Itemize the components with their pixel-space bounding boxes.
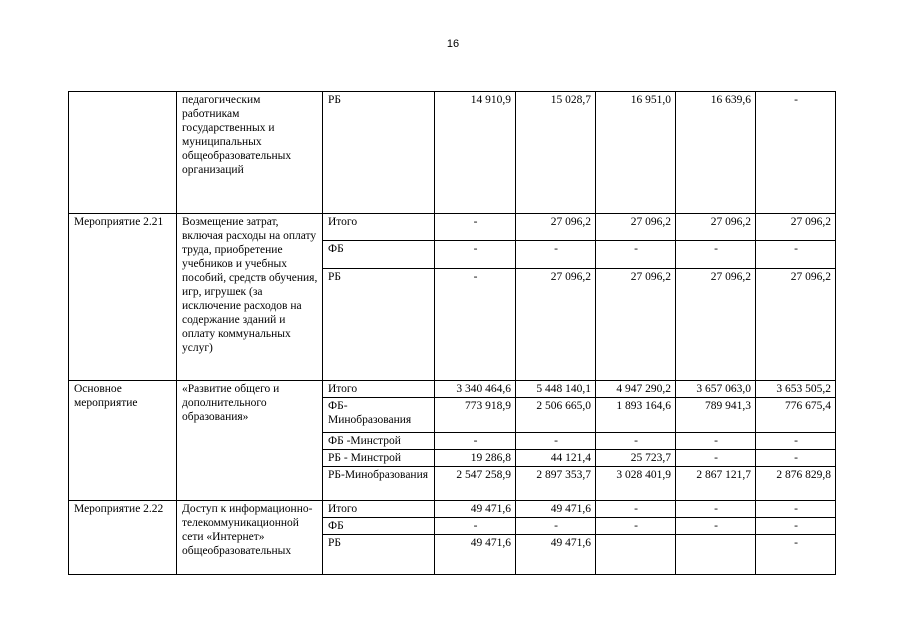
source-cell: РБ-Минобразования: [323, 467, 435, 501]
value-cell: 49 471,6: [516, 535, 596, 575]
value-cell: -: [676, 518, 756, 535]
value-cell: 2 547 258,9: [435, 467, 516, 501]
value-cell: 16 639,6: [676, 92, 756, 214]
value-cell: -: [596, 241, 676, 269]
value-cell: 4 947 290,2: [596, 381, 676, 398]
value-cell: 49 471,6: [435, 535, 516, 575]
value-cell: 3 657 063,0: [676, 381, 756, 398]
value-cell: 27 096,2: [676, 269, 756, 381]
source-cell: РБ: [323, 269, 435, 381]
value-cell: -: [596, 433, 676, 450]
table-row: [69, 381, 836, 398]
measure-cell: Мероприятие 2.22: [69, 501, 177, 575]
value-cell: [676, 535, 756, 575]
value-cell: 15 028,7: [516, 92, 596, 214]
source-cell: Итого: [323, 381, 435, 398]
value-cell: 27 096,2: [596, 269, 676, 381]
value-cell: 3 653 505,2: [756, 381, 836, 398]
table-row: [69, 501, 836, 518]
value-cell: -: [596, 501, 676, 518]
value-cell: 27 096,2: [596, 214, 676, 241]
value-cell: -: [676, 241, 756, 269]
description-cell: Возмещение затрат, включая расходы на оплату труда, приобретение учебников и учебных пособий, средств обучения, игр, игрушек (за исключение расходов на содержание зданий и оплату коммунальных услуг): [177, 214, 323, 381]
value-cell: -: [676, 501, 756, 518]
source-cell: РБ: [323, 92, 435, 214]
value-cell: 27 096,2: [756, 214, 836, 241]
value-cell: 49 471,6: [435, 501, 516, 518]
value-cell: 2 506 665,0: [516, 398, 596, 433]
measure-cell: Основное мероприятие: [69, 381, 177, 501]
source-cell: РБ: [323, 535, 435, 575]
value-cell: -: [756, 518, 836, 535]
source-cell: Итого: [323, 214, 435, 241]
value-cell: -: [756, 450, 836, 467]
value-cell: 49 471,6: [516, 501, 596, 518]
measure-cell: Мероприятие 2.21: [69, 214, 177, 381]
value-cell: -: [756, 501, 836, 518]
budget-table: [68, 91, 836, 575]
value-cell: -: [756, 535, 836, 575]
value-cell: -: [596, 518, 676, 535]
value-cell: -: [756, 433, 836, 450]
value-cell: -: [435, 214, 516, 241]
value-cell: -: [435, 269, 516, 381]
value-cell: 27 096,2: [676, 214, 756, 241]
value-cell: 19 286,8: [435, 450, 516, 467]
value-cell: 25 723,7: [596, 450, 676, 467]
value-cell: -: [435, 241, 516, 269]
value-cell: 44 121,4: [516, 450, 596, 467]
description-cell: Доступ к информационно-телекоммуникационной сети «Интернет» общеобразовательных: [177, 501, 323, 575]
value-cell: -: [516, 241, 596, 269]
value-cell: 789 941,3: [676, 398, 756, 433]
value-cell: -: [676, 450, 756, 467]
value-cell: 2 867 121,7: [676, 467, 756, 501]
value-cell: 27 096,2: [516, 269, 596, 381]
value-cell: 2 897 353,7: [516, 467, 596, 501]
description-cell: «Развитие общего и дополнительного образования»: [177, 381, 323, 501]
table-row: [69, 92, 836, 214]
value-cell: 16 951,0: [596, 92, 676, 214]
value-cell: 3 028 401,9: [596, 467, 676, 501]
value-cell: [596, 535, 676, 575]
source-cell: ФБ-Минобразования: [323, 398, 435, 433]
table-row: [69, 214, 836, 241]
measure-cell: [69, 92, 177, 214]
value-cell: -: [756, 92, 836, 214]
value-cell: -: [516, 433, 596, 450]
value-cell: -: [516, 518, 596, 535]
source-cell: Итого: [323, 501, 435, 518]
value-cell: 2 876 829,8: [756, 467, 836, 501]
value-cell: 5 448 140,1: [516, 381, 596, 398]
page-number: 16: [446, 38, 460, 50]
value-cell: -: [676, 433, 756, 450]
value-cell: -: [435, 518, 516, 535]
value-cell: 1 893 164,6: [596, 398, 676, 433]
value-cell: -: [756, 241, 836, 269]
source-cell: РБ - Минстрой: [323, 450, 435, 467]
value-cell: 27 096,2: [756, 269, 836, 381]
value-cell: 773 918,9: [435, 398, 516, 433]
description-cell: педагогическим работникам государственных и муниципальных общеобразовательных организаций: [177, 92, 323, 214]
source-cell: ФБ -Минстрой: [323, 433, 435, 450]
value-cell: 27 096,2: [516, 214, 596, 241]
value-cell: 3 340 464,6: [435, 381, 516, 398]
value-cell: 14 910,9: [435, 92, 516, 214]
value-cell: 776 675,4: [756, 398, 836, 433]
value-cell: -: [435, 433, 516, 450]
source-cell: ФБ: [323, 241, 435, 269]
source-cell: ФБ: [323, 518, 435, 535]
